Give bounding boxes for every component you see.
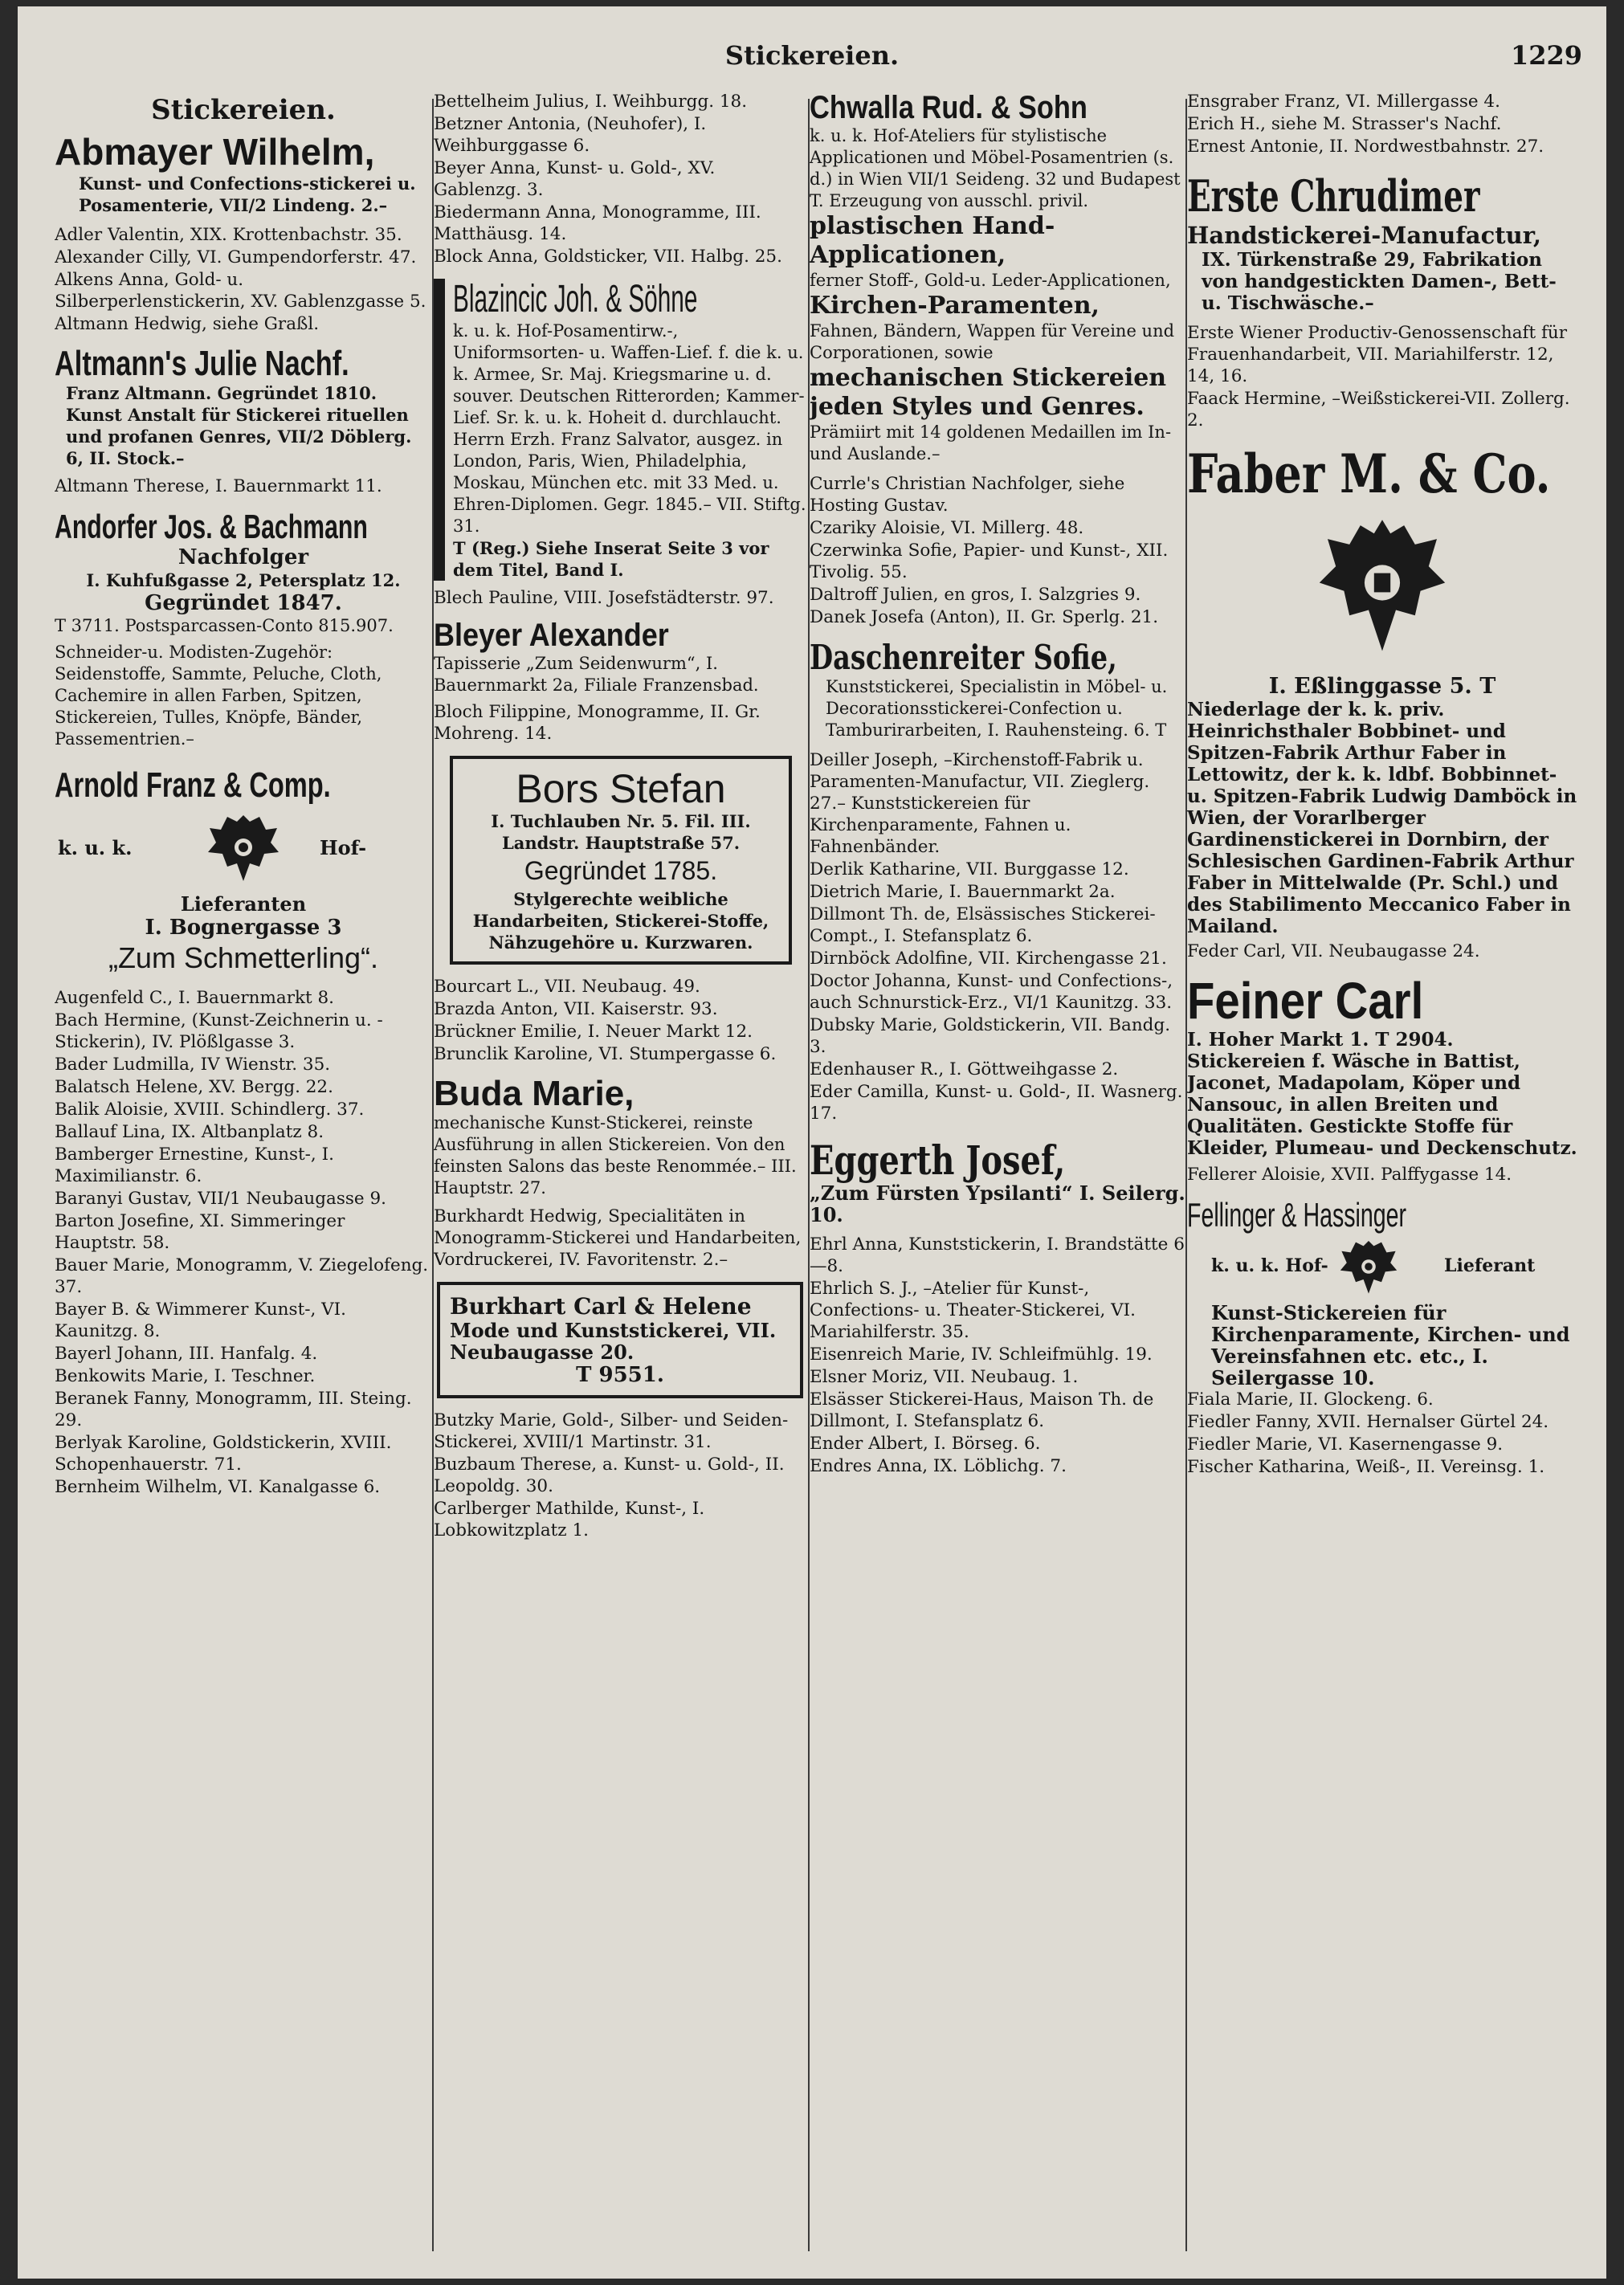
ad-buda-name: Buda Marie, — [434, 1073, 635, 1113]
ad-chrudimer-text: IX. Türkenstraße 29, Fabrikation von handgestickten Damen-, Bett- u. Tischwäsche.– — [1202, 249, 1557, 314]
ad-arnold-motto: „Zum Schmetterling“. — [108, 941, 379, 975]
ad-buda-text: mechanische Kunst-Stickerei, reinste Ausführung in allen Stickereien. Von den feinsten Salons das beste Renommée.– III. Hauptstr. 27. — [434, 1113, 797, 1198]
entry: Augenfeld C., I. Bauernmarkt 8. — [55, 987, 335, 1008]
ad-andorfer-addr: I. Kuhfußgasse 2, Petersplatz 12. — [86, 569, 401, 590]
entry: Carlberger Mathilde, Kunst-, I. Lobkowitzplatz 1. — [434, 1499, 705, 1541]
ad-faber-addr: I. Eßlinggasse 5. T — [1268, 674, 1496, 699]
entry: Barton Josefine, XI. Simmeringer Hauptstr. 58. — [55, 1210, 345, 1253]
entry: Bloch Filippine, Monogramme, II. Gr. Mohreng. 14. — [434, 702, 761, 745]
entry: Bettelheim Julius, I. Weihburgg. 18. — [434, 92, 748, 112]
entry: Eisenreich Marie, IV. Schleifmühlg. 19. — [810, 1344, 1153, 1365]
entry: Fiala Marie, II. Glockeng. 6. — [1187, 1389, 1434, 1410]
entry: Alexander Cilly, VI. Gumpendorferstr. 47. — [55, 247, 417, 267]
column-2 — [434, 91, 808, 2259]
entry: Altmann Hedwig, siehe Graßl. — [55, 313, 320, 334]
ad-blazincic-tel: T (Reg.) Siehe Inserat Seite 3 vor dem Titel, Band I. — [453, 537, 769, 580]
entry: Bayerl Johann, III. Hanfalg. 4. — [55, 1343, 318, 1364]
entry: Ensgraber Franz, VI. Millergasse 4. — [1187, 92, 1500, 112]
entry: Bach Hermine, (Kunst-Zeichnerin u. -Stickerin), IV. Plößlgasse 3. — [55, 1010, 383, 1052]
entry: Ehrl Anna, Kunststickerin, I. Brandstätte 6—8. — [810, 1234, 1185, 1276]
entry: Brückner Emilie, I. Neuer Markt 12. — [434, 1021, 753, 1042]
entry: Doctor Johanna, Kunst- und Confections-, auch Schnurstick-Erz., VI/1 Kaunitzg. 33. — [810, 970, 1173, 1013]
entry: Dietrich Marie, I. Bauernmarkt 2a. — [810, 881, 1116, 902]
entry: Berlyak Karoline, Goldstickerin, XVIII. Schopenhauerstr. 71. — [55, 1432, 392, 1475]
entry: Brunclik Karoline, VI. Stumpergasse 6. — [434, 1043, 777, 1064]
ad-bors-box — [450, 756, 792, 965]
ad-abmayer-text: Kunst- und Confections-stickerei u. Posamenterie, VII/2 Lindeng. 2.– — [79, 173, 416, 215]
entry: Bamberger Ernestine, Kunst-, I. Maximilianstr. 6. — [55, 1144, 334, 1186]
entry: Feder Carl, VII. Neubaugasse 24. — [1187, 941, 1480, 961]
ad-arnold-crest-row — [55, 804, 432, 892]
ad-feiner-name: Feiner Carl — [1187, 972, 1424, 1030]
entry: Balik Aloisie, XVIII. Schindlerg. 37. — [55, 1099, 365, 1120]
ad-fellinger-crest-row — [1187, 1233, 1577, 1302]
ad-burkhart-box — [437, 1282, 803, 1398]
page-header — [18, 40, 1606, 80]
ad-faber-text: Niederlage der k. k. priv. Heinrichsthaler Bobbinet- und Spitzen-Fabrik Arthur Faber in Lettowitz, der k. k. ldbf. Bobbinnet- u. Spitzen-Fabrik Ludwig Damböck in Wien, der Vorarlberger Gardinenstickerei in Dornbirn, der Schlesischen Gardinen-Fabrik Arthur Faber in Mittelwalde (Pr. Schl.) und des Stabilimento Meccanico Faber in Mailand. — [1187, 699, 1577, 937]
entry: Brazda Anton, VII. Kaiserstr. 93. — [434, 998, 718, 1019]
ad-andorfer-name: Andorfer Jos. & Bachmann — [55, 508, 368, 546]
entry: Blech Pauline, VIII. Josefstädterstr. 97. — [434, 587, 774, 608]
ad-arnold-hof: Hof- — [320, 836, 367, 860]
column-1 — [55, 91, 432, 2259]
entry: Beyer Anna, Kunst- u. Gold-, XV. Gablenzg. 3. — [434, 158, 716, 200]
ad-abmayer-name: Abmayer Wilhelm, — [55, 131, 375, 173]
entry: Dubsky Marie, Goldstickerin, VII. Bandg. 3. — [810, 1014, 1171, 1057]
ad-altmann-text: Franz Altmann. Gegründet 1810. Kunst Anstalt für Stickerei rituellen und profanen Genres, VII/2 Döblerg. 6, II. Stock.– — [66, 383, 412, 469]
entry: Biedermann Anna, Monogramme, III. Matthäusg. 14. — [434, 202, 761, 244]
entry: Dirnböck Adolfine, VII. Kirchengasse 21. — [810, 948, 1167, 969]
entry: Czariky Aloisie, VI. Millerg. 48. — [810, 518, 1084, 539]
ad-chrudimer-sub: Handstickerei-Manufactur, — [1187, 222, 1542, 249]
ad-chwalla-text4: Prämiirt mit 14 goldenen Medaillen im In- und Auslande.– — [810, 422, 1172, 464]
ad-faber-name: Faber M. & Co. — [1187, 443, 1551, 505]
entry: Bernheim Wilhelm, VI. Kanalgasse 6. — [55, 1476, 381, 1497]
ad-chwalla-name: Chwalla Rud. & Sohn — [810, 91, 1087, 125]
ad-blazincic-name: Blazincic Joh. & Söhne — [453, 278, 698, 320]
entry: Bourcart L., VII. Neubaug. 49. — [434, 976, 700, 997]
ad-andorfer-tel: T 3711. Postsparcassen-Conto 815.907. — [55, 615, 394, 635]
ad-blazincic — [434, 279, 808, 581]
entry: Bayer B. & Wimmerer Kunst-, VI. Kaunitzg. 8. — [55, 1299, 346, 1341]
eagle-crest-icon — [203, 807, 284, 887]
ad-arnold-lief: Lieferanten — [180, 892, 307, 916]
eagle-crest-icon — [1336, 1234, 1401, 1299]
entry: Daltroff Julien, en gros, I. Salzgries 9. — [810, 585, 1141, 606]
column-4 — [1187, 91, 1577, 2259]
entry: Butzky Marie, Gold-, Silber- und Seiden-Stickerei, XVIII/1 Martinstr. 31. — [434, 1410, 789, 1453]
running-title: Stickereien. — [724, 40, 900, 71]
entry: Fellerer Aloisie, XVII. Palffygasse 14. — [1187, 1165, 1512, 1185]
ad-chwalla-big3: mechanischen Stickereien jeden Styles und Genres. — [810, 364, 1167, 422]
entry: Erich H., siehe M. Strasser's Nachf. — [1187, 114, 1502, 134]
ad-bors-name: Bors Stefan — [516, 766, 726, 812]
entry: Betzner Antonia, (Neuhofer), I. Weihburggasse 6. — [434, 114, 707, 156]
entry: Fiedler Marie, VI. Kasernengasse 9. — [1187, 1434, 1504, 1455]
ad-bleyer-text: Tapisserie „Zum Seidenwurm“, I. Bauernmarkt 2a, Filiale Franzensbad. — [434, 654, 759, 696]
ad-bleyer-name: Bleyer Alexander — [434, 617, 669, 653]
entry: Dillmont Th. de, Elsässisches Stickerei-Compt., I. Stefansplatz 6. — [810, 904, 1156, 946]
entry: Ernest Antonie, II. Nordwestbahnstr. 27. — [1187, 137, 1544, 157]
ad-chwalla-text3: Fahnen, Bändern, Wappen für Vereine und Corporationen, sowie — [810, 321, 1175, 363]
entry: Bader Ludmilla, IV Wienstr. 35. — [55, 1054, 331, 1075]
entry: Elsner Moriz, VII. Neubaug. 1. — [810, 1366, 1079, 1387]
entry: Adler Valentin, XIX. Krottenbachstr. 35. — [55, 224, 402, 245]
column-3 — [810, 91, 1185, 2259]
ad-burkhart-tel: T 9551. — [576, 1363, 664, 1388]
ad-burkhart-text: Mode und Kunststickerei, VII. Neubaugasse 20. — [450, 1319, 777, 1365]
ad-chwalla-big1: plastischen Hand-Applicationen, — [810, 212, 1055, 270]
ad-arnold-kuk: k. u. k. — [58, 836, 133, 860]
entry: Altmann Therese, I. Bauernmarkt 11. — [55, 476, 382, 497]
ad-daschenreiter-name: Daschenreiter Sofie, — [810, 638, 1117, 678]
ad-andorfer-founded: Gegründet 1847. — [145, 590, 342, 615]
ad-eggerth-text: „Zum Fürsten Ypsilanti“ I. Seilerg. 10. — [810, 1181, 1185, 1226]
entry: Currle's Christian Nachfolger, siehe Hosting Gustav. — [810, 474, 1125, 516]
directory-page — [18, 6, 1606, 2279]
ad-altmann-name: Altmann's Julie Nachf. — [55, 343, 349, 383]
entry: Ehrlich S. J., –Atelier für Kunst-, Confections- u. Theater-Stickerei, VI. Mariahilferstr. 35. — [810, 1278, 1136, 1342]
entry: Benkowits Marie, I. Teschner. — [55, 1365, 316, 1386]
entry: Danek Josefa (Anton), II. Gr. Sperlg. 21. — [810, 607, 1159, 628]
ad-eggerth-name: Eggerth Josef, — [810, 1136, 1066, 1184]
entry: Ballauf Lina, IX. Altbanplatz 8. — [55, 1121, 324, 1142]
entry: Bauer Marie, Monogramm, V. Ziegelofeng. 37. — [55, 1255, 429, 1297]
entry: Buzbaum Therese, a. Kunst- u. Gold-, II. Leopoldg. 30. — [434, 1455, 785, 1497]
ad-andorfer-text: Schneider-u. Modisten-Zugehör: Seidenstoffe, Sammte, Peluche, Cloth, Cachemire in allen Farben, Spitzen, Stickereien, Tulles, Knöpfe, Bänder, Passementrien.– — [55, 642, 382, 749]
entry: Block Anna, Goldsticker, VII. Halbg. 25. — [434, 247, 782, 267]
entry: Baranyi Gustav, VII/1 Neubaugasse 9. — [55, 1188, 386, 1209]
entry: Balatsch Helene, XV. Bergg. 22. — [55, 1076, 333, 1097]
entry: Burkhardt Hedwig, Specialitäten in Monogramm-Stickerei und Handarbeiten, Vordruckerei, IV. Favoritenstr. 2.– — [434, 1206, 802, 1271]
ad-arnold-name: Arnold Franz & Comp. — [55, 765, 331, 805]
ad-bors-founded: Gegründet 1785. — [524, 856, 718, 886]
ad-burkhart-name: Burkhart Carl & Helene — [450, 1293, 752, 1320]
entry: Beranek Fanny, Monogramm, III. Steing. 29. — [55, 1388, 412, 1430]
entry: Alkens Anna, Gold- u. Silberperlenstickerin, XV. Gablenzgasse 5. — [55, 269, 426, 312]
entry: Ender Albert, I. Börseg. 6. — [810, 1433, 1041, 1454]
ad-bors-text: Stylgerechte weibliche Handarbeiten, Stickerei-Stoffe, Nähzugehöre u. Kurzwaren. — [472, 888, 769, 953]
entry: Endres Anna, IX. Löblichg. 7. — [810, 1455, 1067, 1476]
page-number: 1229 — [1510, 40, 1582, 71]
ad-daschenreiter-text: Kunststickerei, Specialistin in Möbel- u. Decorationsstickerei-Confection u. Tamburirarbeiten, I. Rauhensteing. 6. T — [826, 676, 1168, 740]
eagle-crest-icon — [1314, 513, 1451, 666]
ad-chwalla-text: k. u. k. Hof-Ateliers für stylistische Applicationen und Möbel-Posamentrien (s. d.) in Wien VII/1 Seideng. 32 und Budapest T. Erzeugung von ausschl. privil. — [810, 126, 1181, 211]
entry: Faack Hermine, –Weißstickerei-VII. Zollerg. 2. — [1187, 389, 1570, 430]
entry: Elsässer Stickerei-Haus, Maison Th. de Dillmont, I. Stefansplatz 6. — [810, 1389, 1154, 1431]
ad-fellinger-name: Fellinger & Hassinger — [1187, 1196, 1407, 1234]
ad-fellinger-lief: Lieferant — [1444, 1255, 1536, 1277]
entry: Eder Camilla, Kunst- u. Gold-, II. Wasnerg. 17. — [810, 1081, 1183, 1124]
ad-chwalla-text2: ferner Stoff-, Gold-u. Leder-Applicationen, — [810, 271, 1171, 291]
entry: Czerwinka Sofie, Papier- und Kunst-, XII. Tivolig. 55. — [810, 541, 1169, 583]
ad-chrudimer-name: Erste Chrudimer — [1187, 170, 1480, 222]
entry: Fiedler Fanny, XVII. Hernalser Gürtel 24. — [1187, 1412, 1549, 1433]
ad-andorfer-sub: Nachfolger — [177, 545, 309, 569]
ad-blazincic-text: k. u. k. Hof-Posamentirw.-, Uniformsorten- u. Waffen-Lief. f. die k. u. k. Armee, Sr. Maj. Kriegsmarine u. d. souver. Deutschen Ritterorden; Kammer-Lief. Sr. k. u. k. Hoheit d. durchlaucht. Herrn Erzh. Franz Salvator, ausgez. in London, Paris, Wien, Philadelphia, Moskau, München etc. mit 33 Med. u. Ehren-Diplomen. Gegr. 1845.– VII. Stiftg. 31. — [453, 320, 806, 536]
ad-chwalla-big2: Kirchen-Paramenten, — [810, 292, 1100, 320]
entry: Erste Wiener Productiv-Genossenschaft für Frauenhandarbeit, VII. Mariahilferstr. 12, 14, 16. — [1187, 323, 1568, 386]
entry: Derlik Katharine, VII. Burggasse 12. — [810, 859, 1129, 879]
entry: Fischer Katharina, Weiß-, II. Vereinsg. 1. — [1187, 1457, 1545, 1478]
section-heading: Stickereien. — [151, 94, 336, 126]
entry: Deiller Joseph, –Kirchenstoff-Fabrik u. Paramenten-Manufactur, VII. Zieglerg. 27.– Kunststickereien für Kirchenparamente, Fahnen u. Fahnenbänder. — [810, 749, 1150, 857]
ad-arnold-addr: I. Bognergasse 3 — [145, 916, 342, 941]
entry: Edenhauser R., I. Göttweihgasse 2. — [810, 1059, 1119, 1079]
ad-feiner-text: I. Hoher Markt 1. T 2904. Stickereien f. Wäsche in Battist, Jaconet, Madapolam, Köper und Nansouc, in allen Breiten und Qualitäten. Gestickte Stoffe für Kleider, Plumeau- und Deckenschutz. — [1187, 1029, 1577, 1160]
ad-fellinger-text: Kunst-Stickereien für Kirchenparamente, Kirchen- und Vereinsfahnen etc. etc., I. Seilergasse 10. — [1211, 1301, 1570, 1390]
ad-fellinger-kuk: k. u. k. Hof- — [1211, 1255, 1328, 1277]
ad-bors-addr: I. Tuchlauben Nr. 5. Fil. III. Landstr. Hauptstraße 57. — [491, 811, 751, 854]
